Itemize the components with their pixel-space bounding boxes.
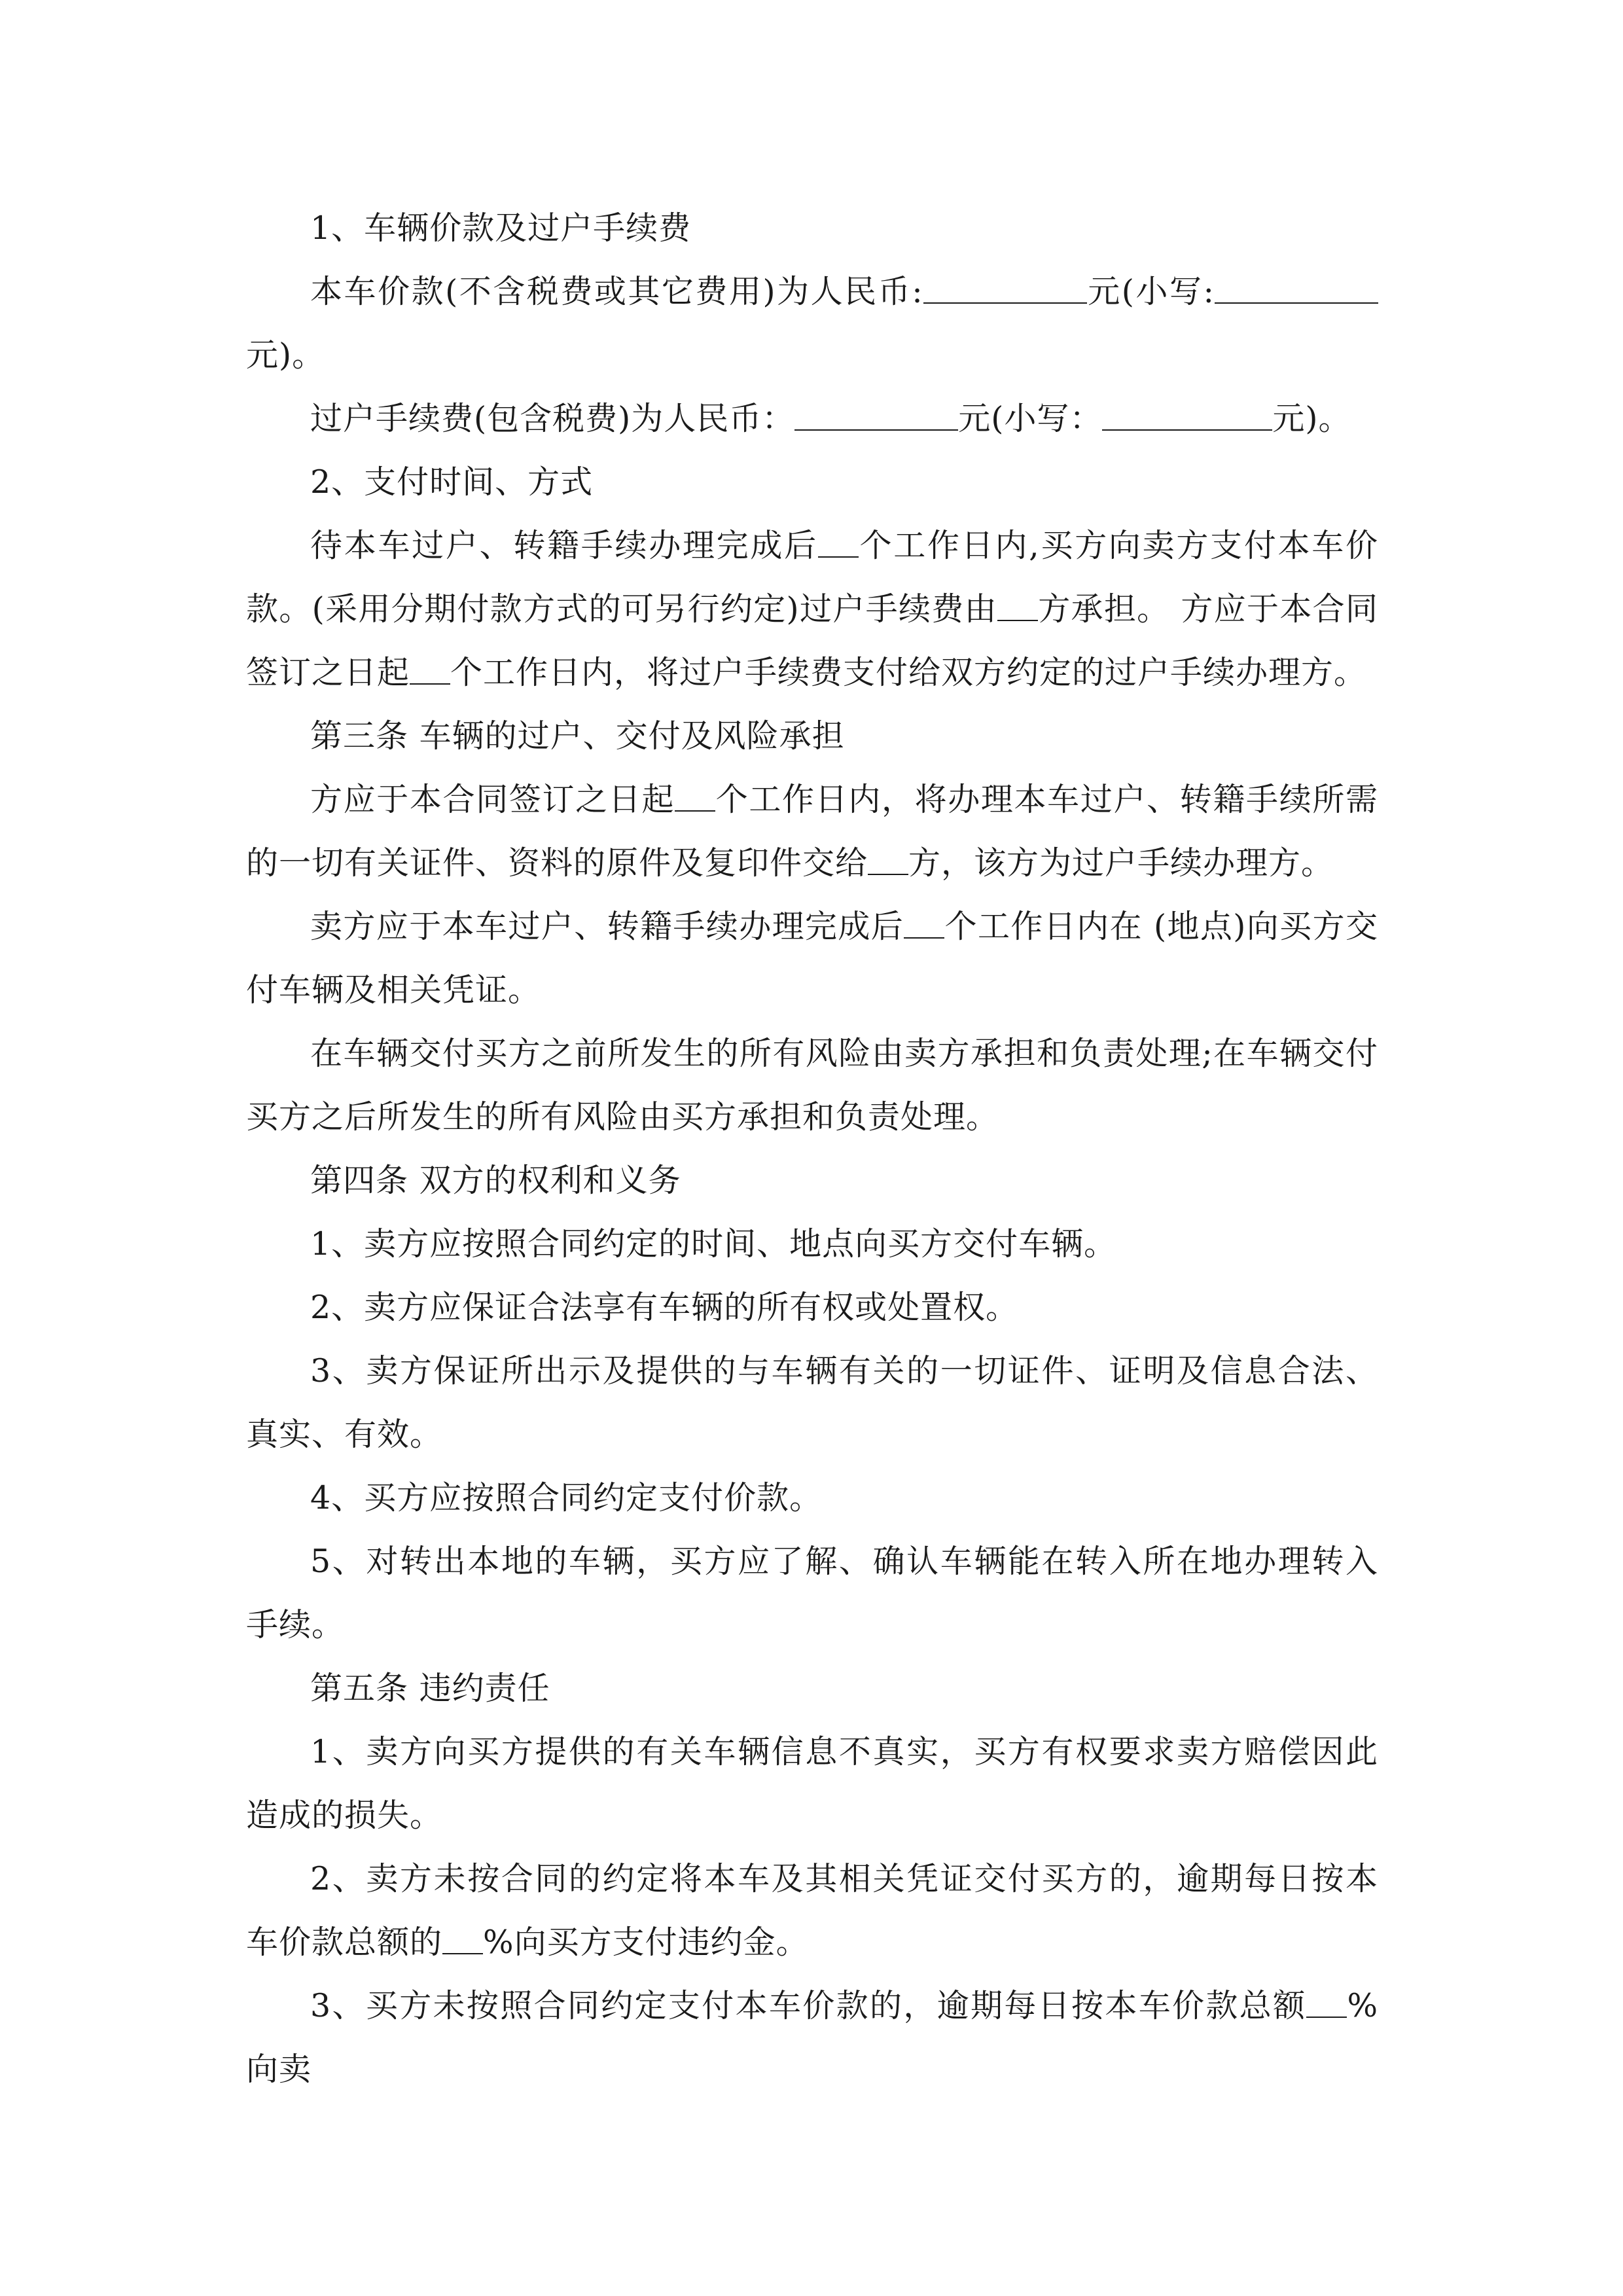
fill-in-blank[interactable] bbox=[1102, 397, 1272, 431]
transfer-fee-paragraph bbox=[246, 387, 1378, 450]
paragraph-text: 元)。 bbox=[1272, 400, 1351, 437]
paragraph-text: 卖方应于本车过户、转籍手续办理完成后 bbox=[310, 908, 904, 945]
liability-item bbox=[246, 1847, 1378, 1974]
article-heading bbox=[246, 1657, 1378, 1720]
fill-in-blank[interactable] bbox=[1306, 1984, 1347, 2018]
paragraph-text: 第五条 违约责任 bbox=[310, 1670, 550, 1707]
liability-item bbox=[246, 1720, 1378, 1847]
paragraph-text: 3、买方未按照合同约定支付本车价款的，逾期每日按本车价款总额 bbox=[310, 1987, 1307, 2024]
paragraph-text: 个工作日内，将过户手续费支付给双方约定的过户手续办理方。 bbox=[450, 654, 1367, 691]
paragraph-text: 元)。 bbox=[246, 336, 325, 374]
paragraph-text: 待本车过户、转籍手续办理完成后 bbox=[310, 527, 818, 564]
section-heading bbox=[246, 450, 1378, 514]
paragraph-text: 方，该方为过户手续办理方。 bbox=[908, 844, 1334, 882]
document-body bbox=[246, 196, 1378, 2101]
section-heading bbox=[246, 196, 1378, 260]
obligation-item bbox=[246, 1276, 1378, 1339]
paragraph-text: 方应于本合同签订之日起 bbox=[310, 781, 675, 818]
paragraph-text: 元(小写: bbox=[1086, 273, 1215, 310]
paragraph-text: 1、车辆价款及过户手续费 bbox=[310, 209, 692, 247]
paragraph-text: 5、对转出本地的车辆，买方应了解、确认车辆能在转入所在地办理转入手续。 bbox=[246, 1543, 1378, 1643]
paragraph-text: 个工作日内，将办理本车过户、转籍手续所需的一切有关证件、资料的原件及复印件交给 bbox=[246, 781, 1378, 882]
paragraph-text: 4、买方应按照合同约定支付价款。 bbox=[310, 1479, 823, 1516]
fill-in-blank[interactable] bbox=[904, 905, 944, 939]
paragraph-text: 第四条 双方的权利和义务 bbox=[310, 1162, 681, 1199]
paragraph-text: 个工作日内在 (地点)向买方交付车辆及相关凭证。 bbox=[246, 908, 1378, 1009]
fill-in-blank[interactable] bbox=[868, 842, 908, 875]
fill-in-blank[interactable] bbox=[794, 397, 958, 431]
fill-in-blank[interactable] bbox=[923, 270, 1087, 304]
risk-paragraph bbox=[246, 1022, 1378, 1149]
paragraph-text: 2、卖方应保证合法享有车辆的所有权或处置权。 bbox=[310, 1289, 1019, 1326]
liability-item bbox=[246, 1974, 1378, 2101]
paragraph-text: 过户手续费(包含税费)为人民币： bbox=[310, 400, 795, 437]
obligation-item bbox=[246, 1466, 1378, 1530]
paragraph-text: 1、卖方应按照合同约定的时间、地点向买方交付车辆。 bbox=[310, 1225, 1117, 1263]
paragraph-text: %向卖 bbox=[246, 1987, 1378, 2088]
paragraph-text: 3、卖方保证所出示及提供的与车辆有关的一切证件、证明及信息合法、真实、有效。 bbox=[246, 1352, 1378, 1453]
paragraph-text: %向买方支付违约金。 bbox=[483, 1924, 809, 1961]
paragraph-text: 第三条 车辆的过户、交付及风险承担 bbox=[310, 717, 845, 755]
paragraph-text: 方承担。 方应于本合同签订之日起 bbox=[246, 590, 1378, 691]
paragraph-text: 在车辆交付买方之前所发生的所有风险由卖方承担和负责处理;在车辆交付买方之后所发生的所有风险由买方承担和负责处理。 bbox=[246, 1035, 1378, 1136]
article-heading bbox=[246, 704, 1378, 768]
fill-in-blank[interactable] bbox=[1215, 270, 1378, 304]
fill-in-blank[interactable] bbox=[997, 588, 1038, 621]
obligation-item bbox=[246, 1212, 1378, 1276]
paragraph-text: 2、支付时间、方式 bbox=[310, 463, 594, 501]
fill-in-blank[interactable] bbox=[675, 778, 715, 812]
paragraph-text: 本车价款(不含税费或其它费用)为人民币: bbox=[310, 273, 923, 310]
document-handover-paragraph bbox=[246, 768, 1378, 895]
vehicle-price-paragraph bbox=[246, 260, 1378, 387]
paragraph-text: 1、卖方向买方提供的有关车辆信息不真实，买方有权要求卖方赔偿因此造成的损失。 bbox=[246, 1733, 1378, 1834]
obligation-item bbox=[246, 1530, 1378, 1657]
payment-terms-paragraph bbox=[246, 514, 1378, 704]
paragraph-text: 个工作日内,买方向卖方支付本车价款。(采用分期付款方式的可另行约定)过户手续费由 bbox=[246, 527, 1378, 628]
article-heading bbox=[246, 1149, 1378, 1212]
paragraph-text: 2、卖方未按合同的约定将本车及其相关凭证交付买方的，逾期每日按本车价款总额的 bbox=[246, 1860, 1378, 1961]
obligation-item bbox=[246, 1339, 1378, 1466]
fill-in-blank[interactable] bbox=[818, 524, 859, 558]
fill-in-blank[interactable] bbox=[442, 1921, 483, 1954]
paragraph-text: 元(小写： bbox=[958, 400, 1103, 437]
fill-in-blank[interactable] bbox=[410, 651, 450, 685]
vehicle-delivery-paragraph bbox=[246, 895, 1378, 1022]
